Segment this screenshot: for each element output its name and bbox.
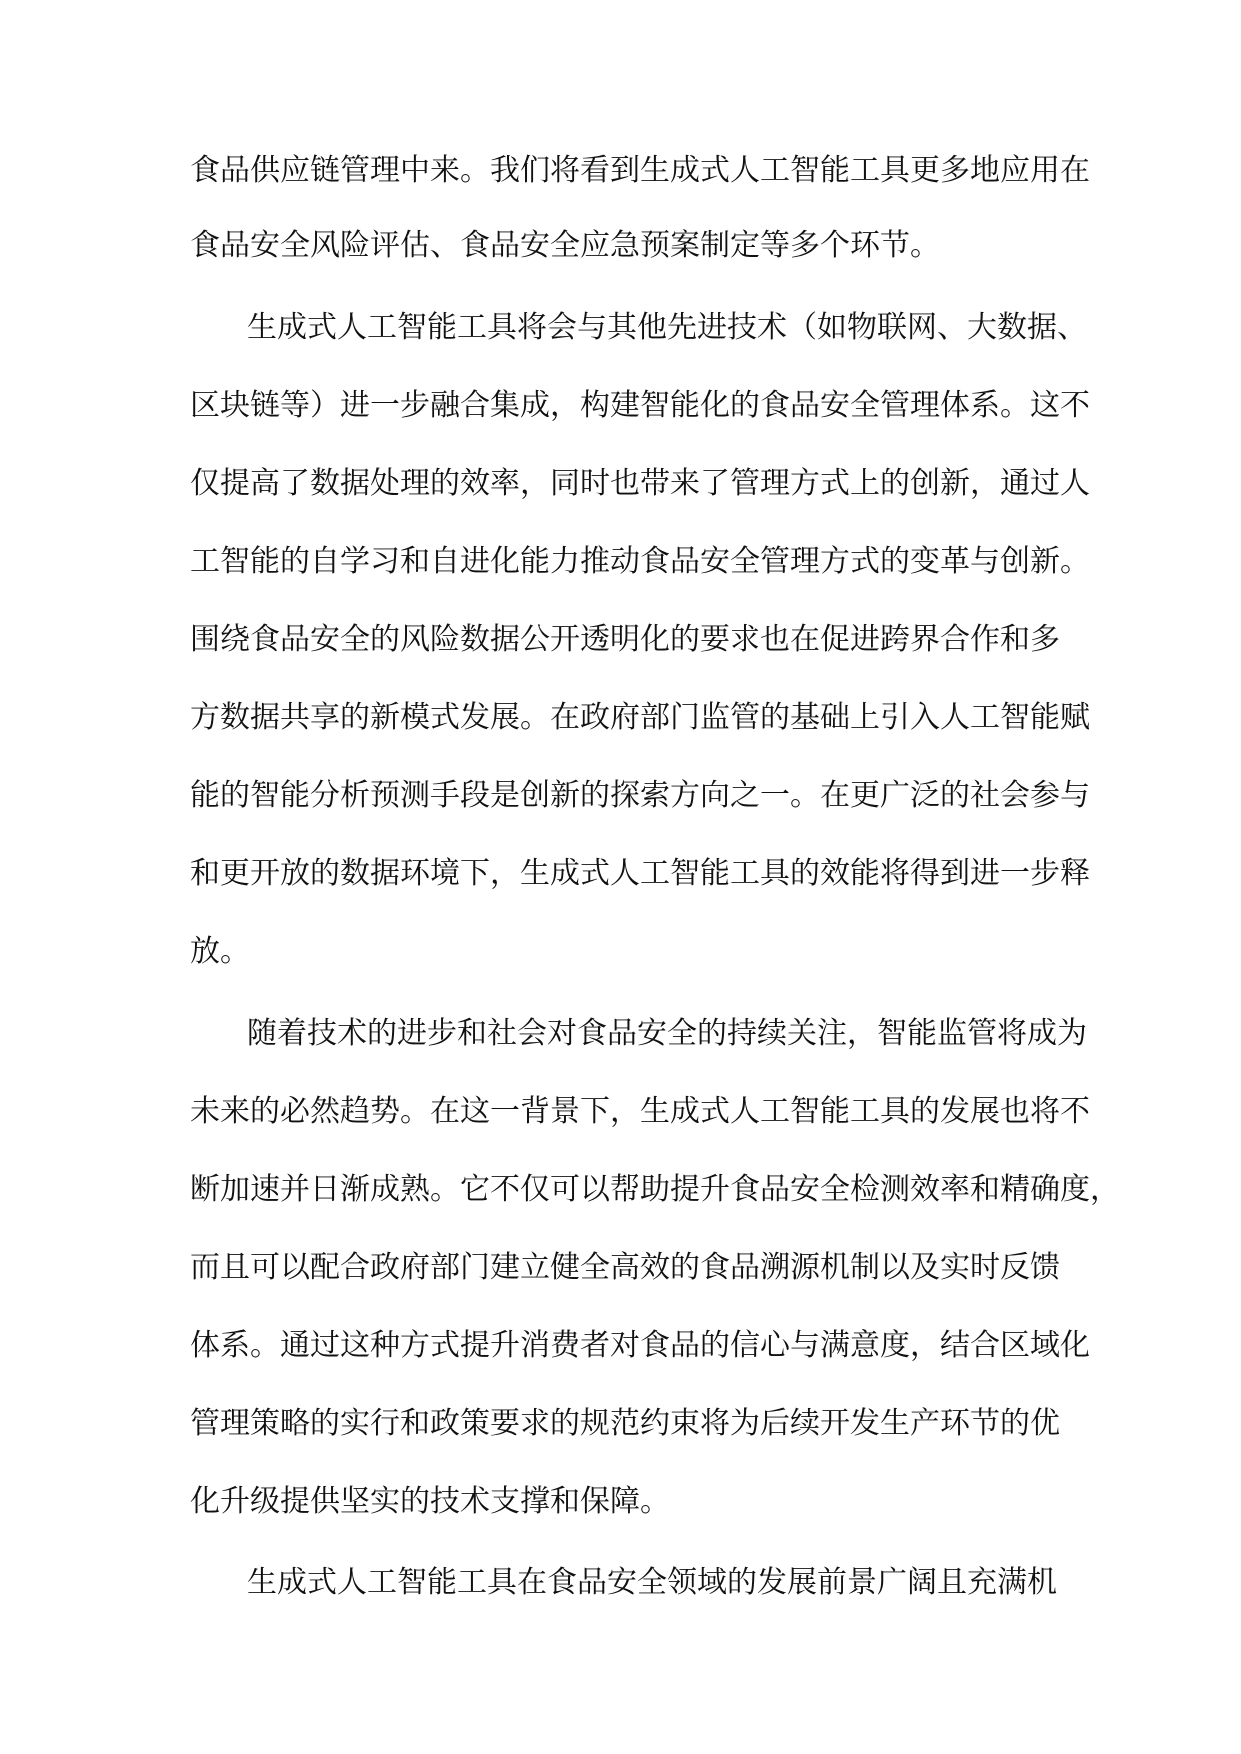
paragraph-start-line: 生成式人工智能工具将会与其他先进技术（如物联网、大数据、 xyxy=(247,310,1087,345)
text-line: 方数据共享的新模式发展。在政府部门监管的基础上引入人工智能赋 xyxy=(190,700,1090,735)
text-line: 和更开放的数据环境下，生成式人工智能工具的效能将得到进一步释 xyxy=(190,856,1090,891)
text-line: 工智能的自学习和自进化能力推动食品安全管理方式的变革与创新。 xyxy=(190,544,1090,579)
paragraph-start-line: 生成式人工智能工具在食品安全领域的发展前景广阔且充满机 xyxy=(247,1565,1057,1600)
text-line: 放。 xyxy=(190,934,250,969)
text-line: 能的智能分析预测手段是创新的探索方向之一。在更广泛的社会参与 xyxy=(190,778,1090,813)
text-line: 仅提高了数据处理的效率，同时也带来了管理方式上的创新，通过人 xyxy=(190,466,1090,501)
paragraph-start-line: 随着技术的进步和社会对食品安全的持续关注，智能监管将成为 xyxy=(247,1016,1087,1051)
text-line: 化升级提供坚实的技术支撑和保障。 xyxy=(190,1484,670,1519)
text-line: 食品安全风险评估、食品安全应急预案制定等多个环节。 xyxy=(190,228,940,263)
text-line: 而且可以配合政府部门建立健全高效的食品溯源机制以及实时反馈 xyxy=(190,1250,1060,1285)
text-line: 区块链等）进一步融合集成，构建智能化的食品安全管理体系。这不 xyxy=(190,388,1090,423)
text-line: 断加速并日渐成熟。它不仅可以帮助提升食品安全检测效率和精确度， xyxy=(190,1172,1120,1207)
text-line: 食品供应链管理中来。我们将看到生成式人工智能工具更多地应用在 xyxy=(190,153,1090,188)
text-line: 未来的必然趋势。在这一背景下，生成式人工智能工具的发展也将不 xyxy=(190,1094,1090,1129)
text-line: 围绕食品安全的风险数据公开透明化的要求也在促进跨界合作和多 xyxy=(190,622,1060,657)
text-line: 体系。通过这种方式提升消费者对食品的信心与满意度，结合区域化 xyxy=(190,1328,1090,1363)
text-line: 管理策略的实行和政策要求的规范约束将为后续开发生产环节的优 xyxy=(190,1406,1060,1441)
